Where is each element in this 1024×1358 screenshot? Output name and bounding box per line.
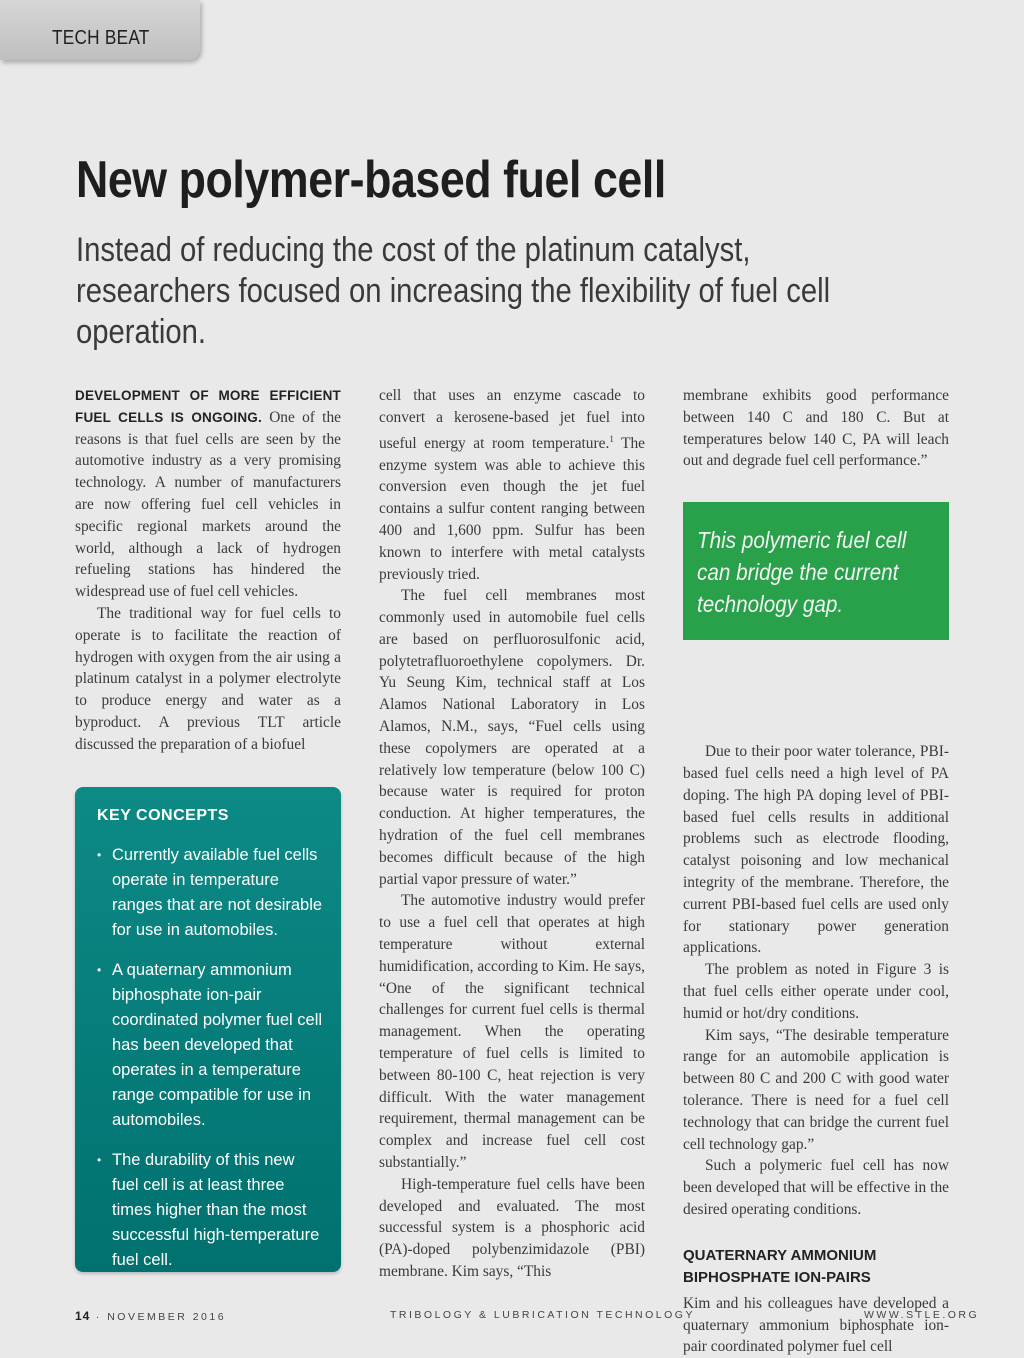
body-paragraph: membrane exhibits good performance between 140 C and 180 C. But at temperatures below 140 C, PA will leach out and degrade fuel cell performance.”	[683, 387, 949, 470]
body-paragraph	[379, 385, 645, 585]
body-paragraph: Kim and his colleagues have developed a quaternary ammonium biphosphate ion-pair coordinated polymer fuel cell	[683, 1294, 949, 1356]
body-column-2	[379, 385, 645, 1283]
footnote-ref: 1	[609, 433, 614, 444]
body-paragraph: High-temperature fuel cells have been developed and evaluated. The most successful system is a phosphoric acid (PA)-doped polybenzimidazole (PBI) membrane. Kim says, “This	[379, 1175, 645, 1280]
body-paragraph: The traditional way for fuel cells to operate is to facilitate the reaction of hydrogen with oxygen from the air using a platinum catalyst in a polymer electrolyte to produce energy and water as a byproduct. A previous TLT article discussed the preparation of a biofuel	[75, 604, 341, 753]
article-deck: Instead of reducing the cost of the platinum catalyst, researchers focused on increasing the flexibility of fuel cell operation.	[76, 231, 831, 351]
article-title: New polymer-based fuel cell	[76, 151, 666, 209]
issue-date: NOVEMBER 2016	[107, 1311, 227, 1323]
run-in-heading: DEVELOPMENT OF MORE EFFICIENT FUEL CELLS IS ONGOING.	[75, 388, 341, 425]
footer-folio	[75, 1309, 226, 1323]
body-column-1	[75, 385, 341, 756]
key-concepts-list	[97, 843, 323, 1273]
key-concepts-title: KEY CONCEPTS	[97, 807, 229, 824]
body-paragraph: The fuel cell membranes most commonly used in automobile fuel cells are based on perfluorosulfonic acid, polytetrafluoroethylene copolymers. Dr. Yu Seung Kim, technical staff at Los Alamos National Laboratory in Los Alamos, N.M., says, “Fuel cells using these copolymers are operated at a relatively low temperature (below 100 C) because water is required for proton conduction. At higher temperatures, the hydration of the fuel cell membranes becomes difficult because of the high partial vapor pressure of water.”	[379, 587, 645, 888]
body-paragraph: The problem as noted in Figure 3 is that fuel cells either operate under cool, humid or hot/dry conditions.	[683, 961, 949, 1022]
section-tab-label: TECH BEAT	[52, 27, 150, 49]
body-text: cell that uses an enzyme cascade to convert a kerosene-based jet fuel into useful energy at room temperature.	[379, 387, 645, 452]
key-concept-item: • A quaternary ammonium biphosphate ion-pair coordinated polymer fuel cell has been developed that operates in a temperature range compatible for use in automobiles.	[97, 958, 323, 1133]
key-concept-item: • Currently available fuel cells operate in temperature ranges that are not desirable for use in automobiles.	[97, 843, 323, 943]
body-text: One of the reasons is that fuel cells are seen by the automotive industry as a very promising technology. A number of manufacturers are now offering fuel cell vehicles in specific regional markets around the world, although a lack of hydrogen refueling stations has hindered the widespread use of fuel cell vehicles.	[75, 408, 341, 601]
pull-quote	[683, 502, 949, 640]
publication-name: TRIBOLOGY & LUBRICATION TECHNOLOGY	[390, 1309, 695, 1321]
body-paragraph: Such a polymeric fuel cell has now been developed that will be effective in the desired operating conditions.	[683, 1157, 949, 1218]
key-concept-item: • The durability of this new fuel cell is at least three times higher than the most successful high-temperature fuel cell.	[97, 1148, 323, 1273]
pull-quote-text: This polymeric fuel cell can bridge the current technology gap.	[697, 527, 907, 617]
subheading: QUATERNARY AMMONIUM BIPHOSPHATE ION-PAIRS	[683, 1246, 877, 1286]
section-tab	[0, 0, 200, 60]
body-paragraph: The automotive industry would prefer to use a fuel cell that operates at high temperature without external humidification, according to Kim. He says, “One of the significant technical challenges for current fuel cells is thermal management. When the operating temperature of fuel cells is limited to between 80-100 C, heat rejection is very difficult. With the water management requirement, thermal management can be complex and increase fuel cell cost substantially.”	[379, 892, 645, 1172]
key-concepts-box	[75, 787, 341, 1272]
website-url: WWW.STLE.ORG	[864, 1309, 980, 1321]
body-paragraph: Due to their poor water tolerance, PBI-based fuel cells need a high level of PA doping. The high PA doping level of PBI-based fuel cells results in additional problems such as electrode flooding, catalyst poisoning and low mechanical integrity of the membrane. Therefore, the current PBI-based fuel cells are used only for stationary power generation applications.	[683, 743, 949, 957]
body-paragraph: Kim says, “The desirable temperature range for an automobile application is between 80 C and 200 C with good water tolerance. There is need for a fuel cell technology that can bridge the current fuel cell technology gap.”	[683, 1026, 949, 1153]
page-number: 14	[75, 1309, 91, 1323]
footer-separator: ·	[95, 1311, 102, 1323]
lead-paragraph	[75, 385, 341, 603]
body-text: The enzyme system was able to achieve this conversion even though the jet fuel contains a sulfur content ranging between 400 and 1,600 ppm. Sulfur has been known to interfere with metal catalysts previously tried.	[379, 434, 646, 583]
